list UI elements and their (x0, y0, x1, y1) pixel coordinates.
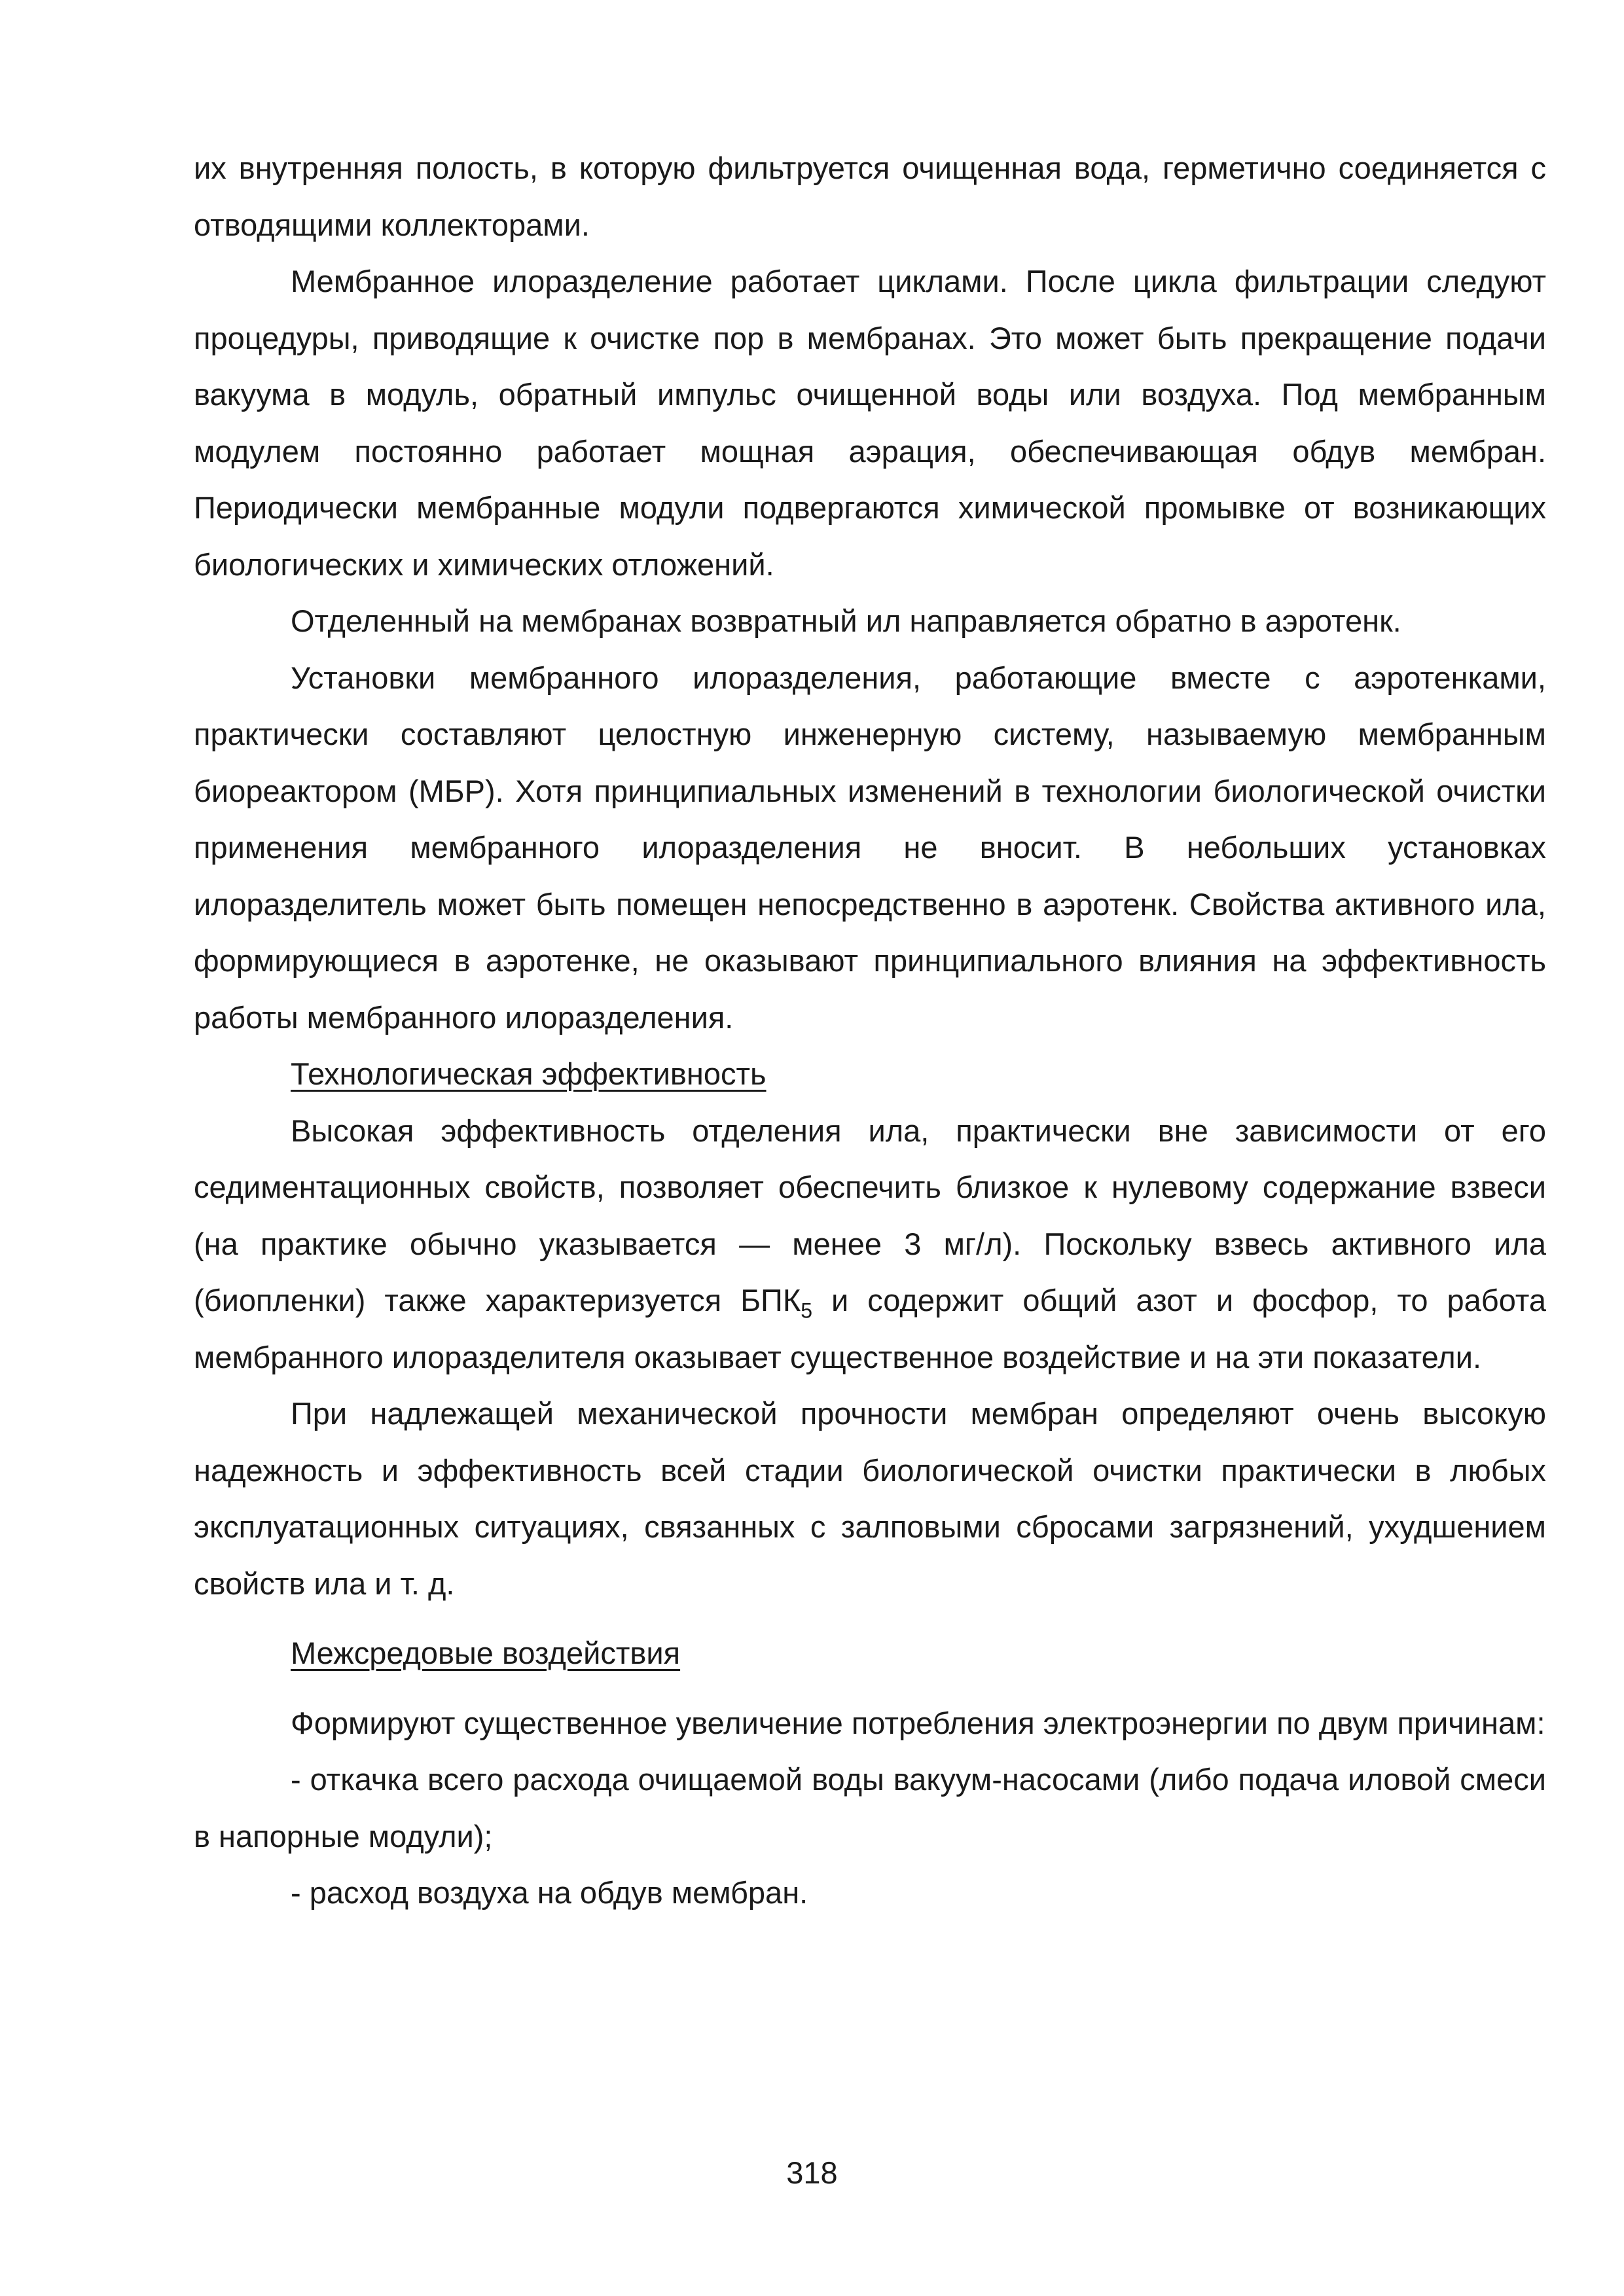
paragraph-return-sludge: Отделенный на мембранах возвратный ил направляется обратно в аэротенк. (291, 603, 1401, 638)
paragraph-continuation: их внутренняя полость, в которую фильтруется очищенная вода, герметично соединяется с отводящими коллекторами. (194, 151, 1546, 242)
paragraph-membrane-cycles: Мембранное илоразделение работает циклами. После цикла фильтрации следуют процедуры, приводящие к очистке пор в мембранах. Это может быть прекращение подачи вакуума в модуль, обратный импульс очищенной воды или воздуха. Под мембранным модулем постоянно работает мощная аэрация, обеспечивающая обдув мембран. Периодически мембранные модули подвергаются химической промывке от возникающих биологических и химических отложений. (194, 264, 1546, 582)
paragraph-energy-consumption: Формируют существенное увеличение потребления электроэнергии по двум причинам: (291, 1705, 1545, 1740)
section-heading-technological-efficiency (194, 1046, 1546, 1103)
paragraph-text-part: Высокая эффективность отделения ила, практически вне зависимости от его седиментационных свойств, позволяет обеспечить близкое к нулевому содержание взвеси (на практике обычно указывается — менее 3 мг/л). Поскольку взвесь активного ила (биопленки) также характеризуется БПК (194, 1113, 1546, 1318)
list-item-pumping: - откачка всего расхода очищаемой воды вакуум-насосами (либо подача иловой смеси в напорные модули); (194, 1762, 1546, 1854)
page-body (194, 140, 1546, 1922)
paragraph-mechanical-strength: При надлежащей механической прочности мембран определяют очень высокую надежность и эффективность всей стадии биологической очистки практически в любых эксплуатационных ситуациях, связанных с залповыми сбросами загрязнений, ухудшением свойств ила и т. д. (194, 1396, 1546, 1601)
page-number: 318 (786, 2155, 838, 2190)
subscript-five: 5 (801, 1299, 813, 1323)
paragraph-separation-efficiency (194, 1103, 1546, 1386)
list-item-air-consumption: - расход воздуха на обдув мембран. (291, 1875, 808, 1910)
heading-text: Межсредовые воздействия (291, 1636, 681, 1670)
paragraph-mbr-system: Установки мембранного илоразделения, работающие вместе с аэротенками, практически составляют целостную инженерную систему, называемую мембранным биореактором (МБР). Хотя принципиальных изменений в технологии биологической очистки применения мембранного илоразделения не вносит. В небольших установках илоразделитель может быть помещен непосредственно в аэротенк. Свойства активного ила, формирующиеся в аэротенке, не оказывают принципиального влияния на эффективность работы мембранного илоразделения. (194, 660, 1546, 1035)
paragraph-text-part: и содержит общий азот и фосфор, то работа мембранного илоразделителя оказывает существенное воздействие и на эти показатели. (194, 1283, 1546, 1374)
section-heading-cross-media-effects (194, 1625, 1546, 1682)
heading-text: Технологическая эффективность (291, 1056, 767, 1091)
